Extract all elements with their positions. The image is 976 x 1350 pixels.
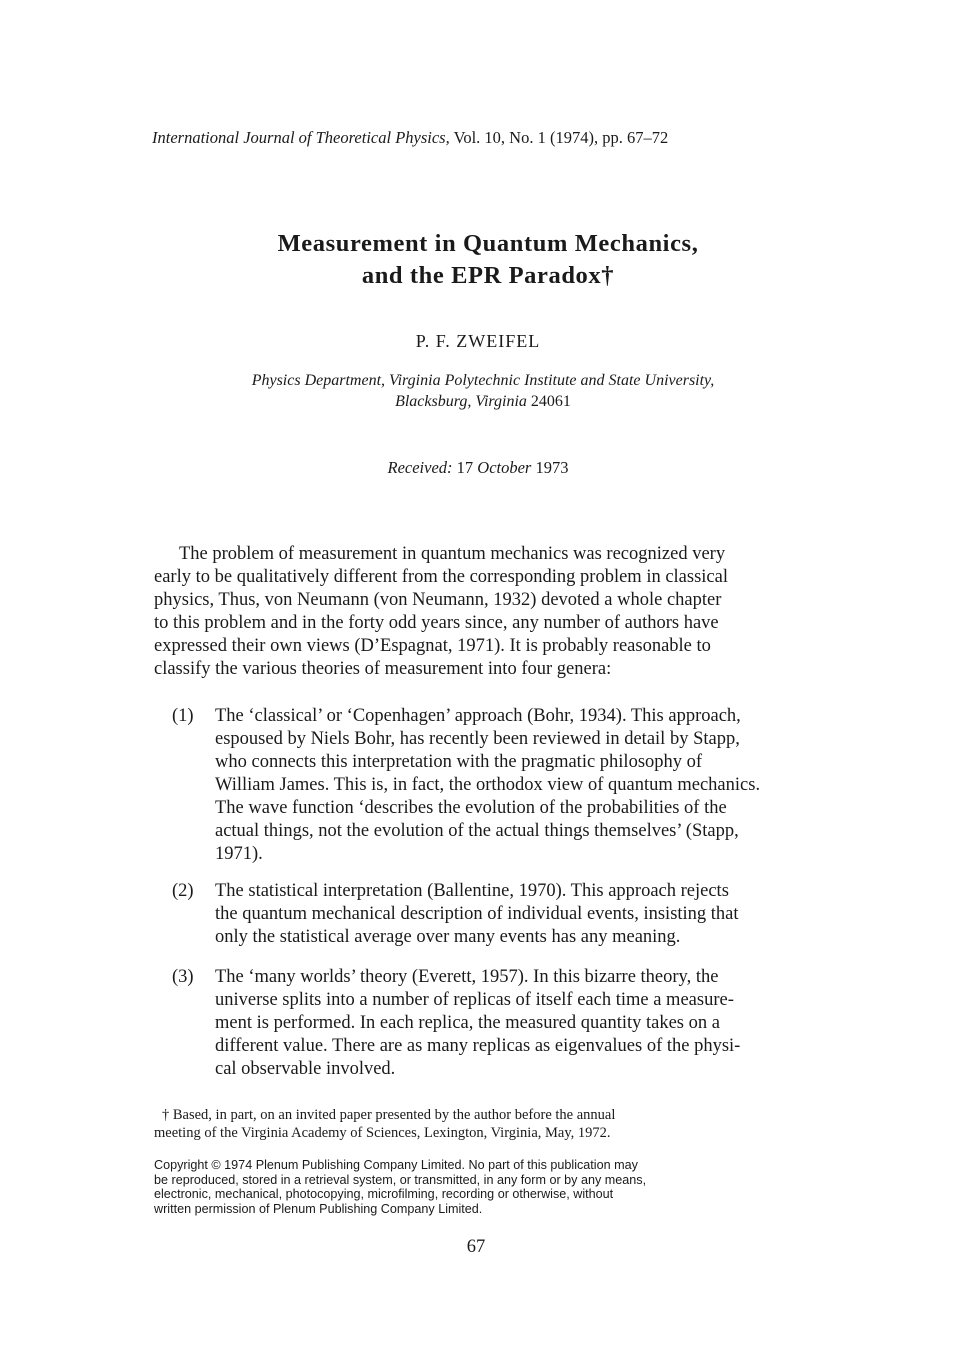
title-footnote: [154, 1106, 834, 1142]
list-item-line: different value. There are as many replicas as eigenvalues of the physi-: [215, 1036, 741, 1056]
footnote-line: meeting of the Virginia Academy of Sciences, Lexington, Virginia, May, 1972.: [154, 1125, 611, 1141]
list-item-line: who connects this interpretation with the pragmatic philosophy of: [215, 752, 703, 772]
list-item-number: (3): [172, 967, 194, 987]
received-month: October: [477, 458, 532, 477]
affiliation-line-1: Physics Department, Virginia Polytechnic Institute and State University,: [251, 372, 715, 389]
list-item-line: only the statistical average over many events has any meaning.: [215, 927, 681, 947]
paragraph-line: The problem of measurement in quantum mechanics was recognized very: [179, 544, 726, 564]
list-item-line: 1971).: [215, 844, 263, 864]
copyright-line: be reproduced, stored in a retrieval system, or transmitted, in any form or by any means,: [154, 1172, 647, 1187]
page-number: 67: [466, 1237, 486, 1257]
copyright-line: Copyright © 1974 Plenum Publishing Company Limited. No part of this publication may: [154, 1158, 638, 1172]
list-item-line: The wave function ‘describes the evolution of the probabilities of the: [215, 798, 727, 818]
received-year: 1973: [535, 458, 569, 477]
received-date: [0, 458, 956, 478]
list-item-line: universe splits into a number of replicas of itself each time a measure-: [215, 990, 734, 1010]
author-affiliation: [0, 370, 966, 412]
received-label: Received:: [387, 458, 453, 477]
paragraph-line: early to be qualitatively different from the corresponding problem in classical: [154, 567, 728, 587]
journal-name: International Journal of Theoretical Physics,: [152, 128, 450, 147]
journal-citation: [152, 128, 852, 148]
list-item-line: cal observable involved.: [215, 1059, 396, 1079]
list-item-line: ment is performed. In each replica, the measured quantity takes on a: [215, 1013, 720, 1033]
paragraph-line: to this problem and in the forty odd years since, any number of authors have: [154, 613, 719, 633]
paragraph-line: physics, Thus, von Neumann (von Neumann, 1932) devoted a whole chapter: [154, 590, 722, 610]
author-name: P. F. ZWEIFEL: [415, 331, 541, 351]
copyright-line: written permission of Plenum Publishing Company Limited.: [154, 1201, 483, 1216]
footnote-line: † Based, in part, on an invited paper presented by the author before the annual: [162, 1107, 616, 1123]
title-line-1: Measurement in Quantum Mechanics,: [277, 230, 699, 257]
list-item-line: The ‘classical’ or ‘Copenhagen’ approach (Bohr, 1934). This approach,: [215, 706, 741, 726]
paper-title: [0, 228, 976, 292]
affiliation-line-2: Blacksburg, Virginia: [395, 393, 527, 410]
title-line-2: and the EPR Paradox†: [361, 262, 615, 289]
intro-paragraph: [154, 543, 814, 681]
copyright-line: electronic, mechanical, photocopying, microfilming, recording or otherwise, without: [154, 1187, 614, 1201]
paragraph-line: expressed their own views (D’Espagnat, 1971). It is probably reasonable to: [154, 636, 711, 656]
list-item-line: actual things, not the evolution of the actual things themselves’ (Stapp,: [215, 821, 739, 841]
copyright-notice: [154, 1158, 834, 1216]
list-item-line: The ‘many worlds’ theory (Everett, 1957). In this bizarre theory, the: [215, 967, 719, 987]
journal-volume: Vol. 10, No. 1 (1974), pp. 67–72: [453, 128, 669, 147]
list-item-number: (2): [172, 881, 194, 901]
received-day: 17: [456, 458, 474, 477]
paragraph-line: classify the various theories of measurement into four genera:: [154, 659, 612, 679]
list-item-line: William James. This is, in fact, the orthodox view of quantum mechanics.: [215, 775, 761, 795]
list-item-line: espoused by Niels Bohr, has recently been reviewed in detail by Stapp,: [215, 729, 740, 749]
list-item-line: The statistical interpretation (Ballentine, 1970). This approach rejects: [215, 881, 729, 901]
list-item-line: the quantum mechanical description of individual events, insisting that: [215, 904, 739, 924]
affiliation-zip: 24061: [530, 393, 571, 410]
list-item-number: (1): [172, 706, 194, 726]
